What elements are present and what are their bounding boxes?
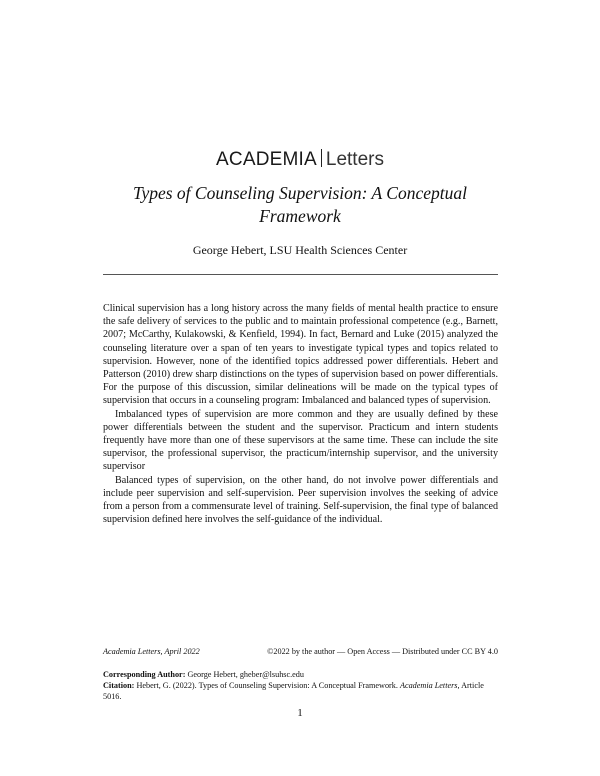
masthead bbox=[0, 148, 600, 172]
journal-date: Academia Letters, April 2022 bbox=[103, 647, 200, 656]
page-number: 1 bbox=[297, 707, 303, 719]
masthead-brand: ACADEMIA bbox=[216, 149, 317, 170]
title-divider bbox=[103, 274, 498, 275]
license-statement: ©2022 by the author — Open Access — Distributed under CC BY 4.0 bbox=[267, 647, 498, 656]
corresponding-author-value: George Hebert, gheber@lsuhsc.edu bbox=[187, 670, 304, 679]
corresponding-author bbox=[103, 669, 498, 680]
masthead-product: Letters bbox=[325, 149, 384, 170]
citation-journal: Academia Letters bbox=[399, 681, 458, 690]
corresponding-author-label: Corresponding Author: bbox=[103, 670, 186, 679]
body-paragraph-3: Balanced types of supervision, on the other hand, do not involve power differentials and include peer supervision and self-supervision. Peer supervision involves the seeking of advice from a person from a commensurate level of training. Self-supervision, the final type of balanced supervision defined here involves the self-guidance of the individual. bbox=[103, 474, 498, 526]
author-line: George Hebert, LSU Health Sciences Center bbox=[192, 243, 408, 257]
citation-text: Hebert, G. (2022). Types of Counseling Supervision: A Conceptual Framework. bbox=[136, 681, 398, 690]
body-paragraph-2: Imbalanced types of supervision are more common and they are usually defined by these power differentials between the student and the supervisor. Practicum and intern students frequently have more than one of these supervisors at the same time. These can include the site supervisor, the professional supervisor, the practicum/internship supervisor, and the university supervisor bbox=[103, 408, 498, 473]
citation-tail: , Article 5016. bbox=[103, 681, 484, 701]
footer-metadata bbox=[103, 669, 498, 702]
citation bbox=[103, 680, 498, 702]
masthead-divider bbox=[321, 149, 322, 167]
body-paragraph-1: Clinical supervision has a long history across the many fields of mental health practice to ensure the safe delivery of services to the public and to maintain professional competence (e.g., Barnett, 2007; McCarthy, Kulakowski, & Kenfield, 1994). In fact, Bernard and Luke (2015) analyzed the counseling literature over a span of ten years to investigate typical types and topics related to supervision. However, none of the identified topics addressed power differentials. Hebert and Patterson (2010) drew sharp distinctions on the types of supervision based on power differentials. For the purpose of this discussion, similar delineations will be made on the typical types of supervision that occurs in a counseling program: Imbalanced and balanced types of supervision. bbox=[103, 303, 498, 407]
article-body bbox=[103, 302, 498, 526]
citation-label: Citation: bbox=[103, 681, 135, 690]
article-title: Types of Counseling Supervision: A Conceptual Framework bbox=[133, 183, 467, 226]
footer-publication-line bbox=[103, 646, 498, 658]
